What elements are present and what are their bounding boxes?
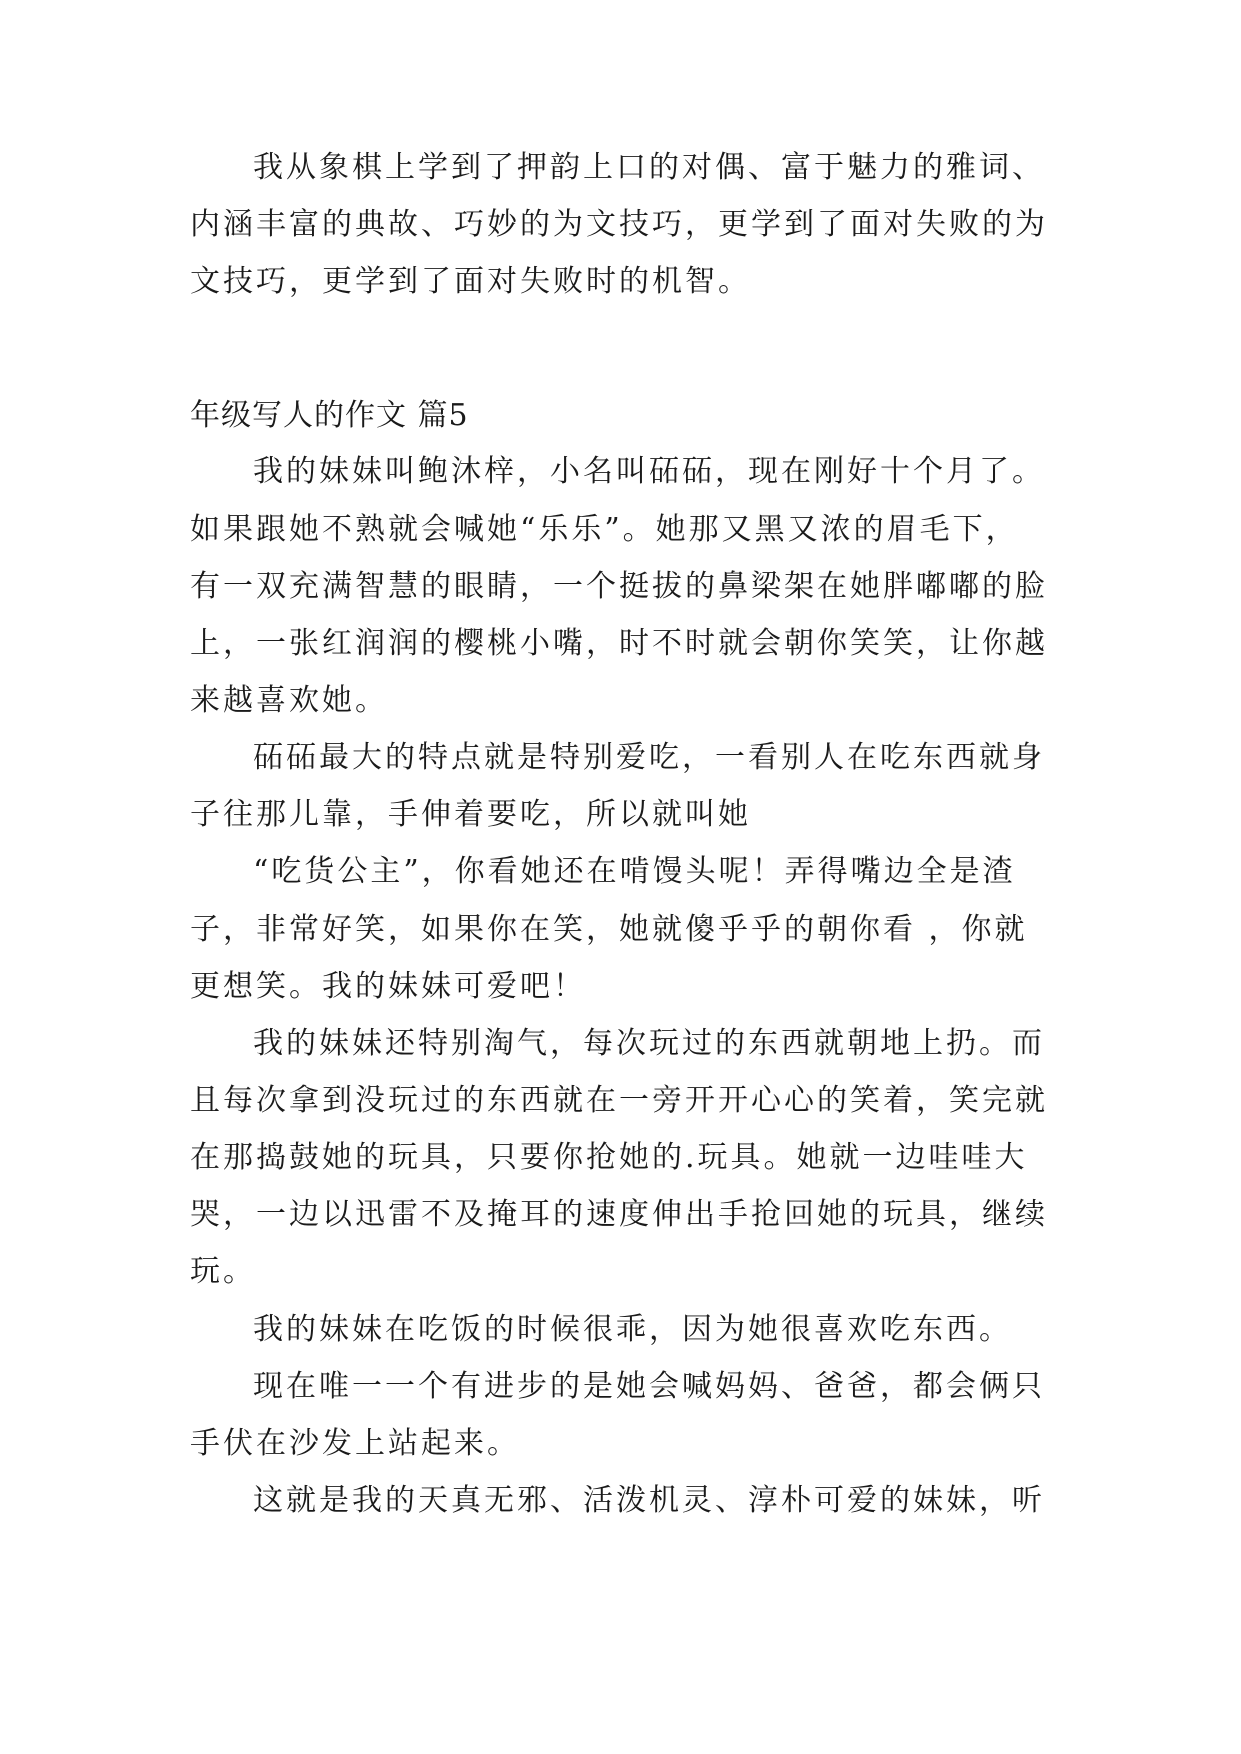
text-line: 内涵丰富的典故、巧妙的为文技巧，更学到了面对失败的为 [190, 207, 1048, 242]
text-line: 我的妹妹叫鲍沐梓，小名叫砳砳，现在刚好十个月了。 [253, 454, 1045, 489]
section-heading: 年级写人的作文 篇5 [190, 398, 469, 433]
text-line: 上，一张红润润的樱桃小嘴，时不时就会朝你笑笑，让你越 [190, 626, 1048, 661]
text-line: 我的妹妹在吃饭的时候很乖，因为她很喜欢吃东西。 [253, 1312, 1012, 1347]
text-line: 来越喜欢她。 [190, 683, 388, 718]
text-line: 有一双充满智慧的眼睛，一个挺拔的鼻梁架在她胖嘟嘟的脸 [190, 569, 1048, 604]
text-line: 我从象棋上学到了押韵上口的对偶、富于魅力的雅词、 [253, 150, 1045, 185]
text-line: 哭，一边以迅雷不及掩耳的速度伸出手抢回她的玩具，继续 [190, 1197, 1048, 1232]
text-line: 文技巧，更学到了面对失败时的机智。 [190, 264, 751, 299]
text-line: 子，非常好笑，如果你在笑，她就傻乎乎的朝你看 ，你就 [190, 912, 1028, 947]
text-line: 更想笑。我的妹妹可爱吧！ [190, 969, 586, 1004]
text-line: 玩。 [190, 1254, 256, 1289]
text-line: 现在唯一一个有进步的是她会喊妈妈、爸爸，都会俩只 [253, 1369, 1045, 1404]
text-line: 在那捣鼓她的玩具，只要你抢她的.玩具。她就一边哇哇大 [190, 1140, 1028, 1175]
text-line: 如果跟她不熟就会喊她“乐乐”。她那又黑又浓的眉毛下， [190, 512, 1019, 547]
text-line: 且每次拿到没玩过的东西就在一旁开开心心的笑着，笑完就 [190, 1083, 1048, 1118]
text-line: 砳砳最大的特点就是特别爱吃，一看别人在吃东西就身 [253, 740, 1045, 775]
text-line: “吃货公主”，你看她还在啃馒头呢！弄得嘴边全是渣 [253, 854, 1016, 889]
text-line: 这就是我的天真无邪、活泼机灵、淳朴可爱的妹妹，听 [253, 1483, 1045, 1518]
text-line: 手伏在沙发上站起来。 [190, 1426, 520, 1461]
text-line: 子往那儿靠，手伸着要吃，所以就叫她 [190, 797, 751, 832]
text-line: 我的妹妹还特别淘气，每次玩过的东西就朝地上扔。而 [253, 1026, 1045, 1061]
